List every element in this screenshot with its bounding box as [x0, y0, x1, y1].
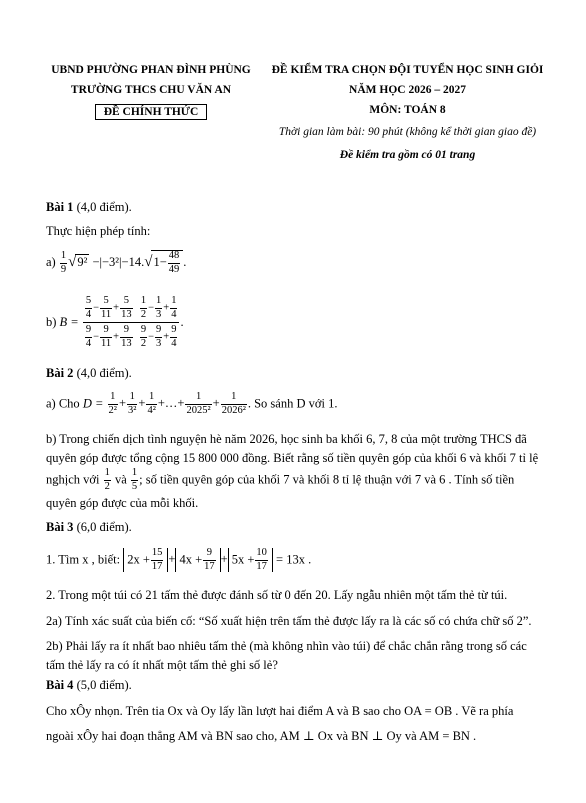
bai4-line1: Cho xÔy nhọn. Trên tia Ox và Oy lấy lần lượt hai điểm A và B sao cho OA = OB . Vẽ ra phía [46, 704, 514, 718]
big-fraction: $\frac{5}{4}$ − $\frac{5}{11}$ + $\frac{5}{13}$ $\frac{1}{2}$ − $\frac{1}{3}$ + $\frac{1}{4}$ $\frac{9}{4}$ − $\frac{9}{11}$ + $\frac{9}{13}$ $\frac{9}{2}$ − $\frac{9}{3}$ + $\frac{9}{4}$ [83, 296, 180, 349]
bai4-line2: ngoài xÔy hai đoạn thẳng AM và BN sao cho, AM ⊥ Ox và BN ⊥ Oy và AM = BN . [46, 729, 477, 743]
time-note: Thời gian làm bài: 90 phút (không kể thời gian giao đề) [278, 126, 537, 138]
official-badge: ĐỀ CHÍNH THỨC [95, 104, 208, 120]
header-right-line1: ĐỀ KIỂM TRA CHỌN ĐỘI TUYỂN HỌC SINH GIỎI [271, 64, 544, 76]
bai1-a: a) $\frac{1}{9}$ √9² −|−3²|−14.√1− $\frac{48}{49}$ . [46, 250, 187, 275]
bai2-a: a) Cho D = $\frac{1}{\text{2²}}$ + $\frac{1}{\text{3²}}$ + $\frac{1}{\text{4²}}$ +…+ $\frac{1}{\text{2025²}}$ + $\frac{1}{\text{2026²}}$ . So sánh D với 1. [46, 391, 338, 416]
header-left-line1: UBND PHƯỜNG PHAN ĐÌNH PHÙNG [51, 64, 251, 76]
bai1-title: Bài 1 [46, 200, 74, 214]
bai1-heading [46, 200, 132, 215]
bai4-heading: Bài 4 (5,0 điểm). [46, 678, 132, 692]
bai3-q2: 2. Trong một túi có 21 tấm thẻ được đánh số từ 0 đến 20. Lấy ngẫu nhiên một tấm thẻ từ túi. [46, 588, 508, 602]
pages-note: Đề kiểm tra gồm có 01 trang [339, 149, 476, 161]
bai2-heading: Bài 2 (4,0 điểm). [46, 366, 132, 380]
frac: $\frac{1}{9}$ [60, 250, 67, 275]
bai1-points: (4,0 điểm). [76, 200, 132, 214]
bai2-b-text1: b) Trong chiến dịch tình nguyện hè năm 2026, học sinh ba khối 6, 7, 8 của một trường THCS đã quyên góp được tổng cộng 15 800 000 đồng. Biết rằng số tiền quyên góp của khối 6 và khối 7 tỉ lệ [46, 432, 539, 465]
header-subject: MÔN: TOÁN 8 [369, 104, 446, 116]
bai3-heading: Bài 3 (6,0 điểm). [46, 520, 132, 534]
bai1-b: b) B = $\frac{5}{4}$ − $\frac{5}{11}$ + $\frac{5}{13}$ $\frac{1}{2}$ − $\frac{1}{3}$ + $\frac{1}{4}$ $\frac{9}{4}$ − $\frac{9}{11}$ + $\frac{9}{13}$ $\frac{9}{2}$ − $\frac{9}{3}$ + $\frac{9}{4}$ . [46, 295, 184, 349]
header-right-line2: NĂM HỌC 2026 – 2027 [349, 84, 466, 96]
bai3-q2b: 2b) Phải lấy ra ít nhất bao nhiêu tấm thẻ (mà không nhìn vào túi) để chắc chắn rằng trong số các tấm thẻ lấy ra có ít nhất một tấm thẻ ghi số lẻ? [46, 639, 527, 672]
bai3-q2a: 2a) Tính xác suất của biến cố: “Số xuất hiện trên tấm thẻ được lấy ra là các số có chứa chữ số 2”. [46, 614, 532, 628]
bai1-intro: Thực hiện phép tính: [46, 224, 151, 238]
bai2-b-text2: nghịch với $\frac{1}{2}$ và $\frac{1}{5}$ ; số tiền quyên góp của khối 7 và khối 8 tỉ lệ thuận với 7 và 6 . Tính số tiền [46, 467, 515, 492]
bai3-q1: 1. Tìm x , biết: 2x + $\frac{15}{17}$ + 4x + $\frac{9}{17}$ + 5x + $\frac{10}{17}$ = 13x . [46, 547, 312, 572]
header-left-line2: TRƯỜNG THCS CHU VĂN AN [70, 84, 232, 96]
bai2-b-text3: quyên góp được của mỗi khối. [46, 496, 199, 510]
sqrt-expr: 1− $\frac{48}{49}$ [151, 250, 183, 275]
official-badge-wrap [90, 104, 212, 119]
